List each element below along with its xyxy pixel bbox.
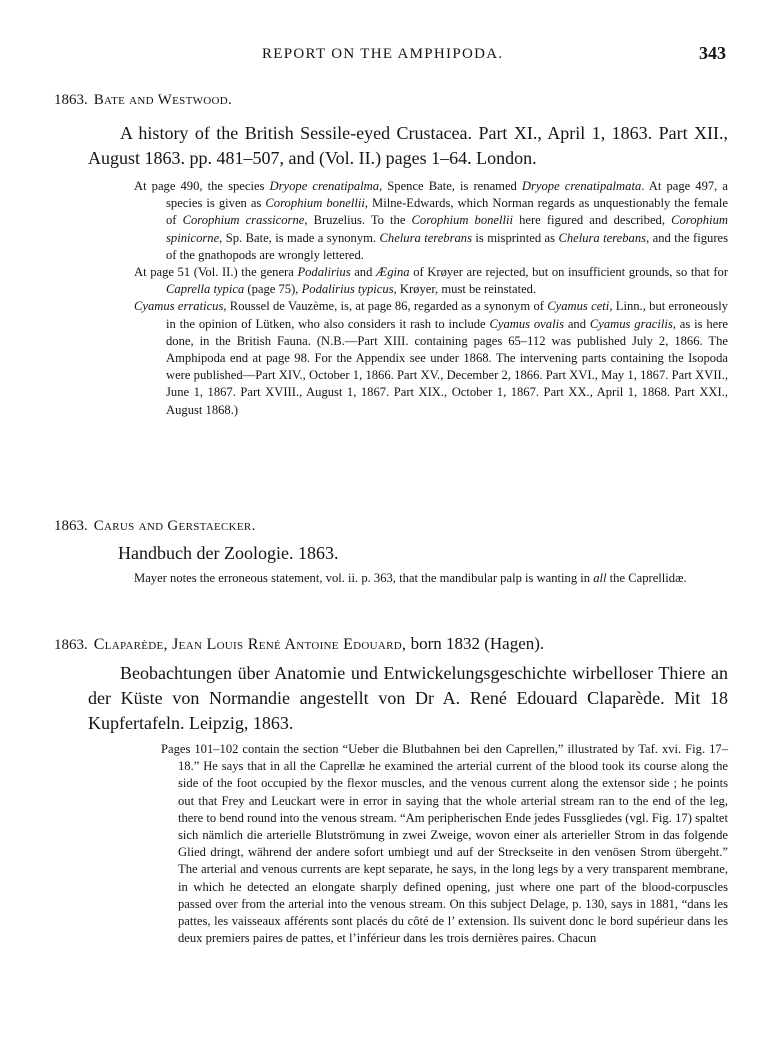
note-paragraph: Mayer notes the erroneous statement, vol. ii. p. 363, that the mandibular palp is wanting in all the Caprellidæ.: [134, 571, 687, 585]
running-head: [0, 43, 776, 68]
entry-title-claparede: Beobachtungen über Anatomie und Entwickelungsgeschichte wirbelloser Thiere an der Küste von Normandie angestellt von Dr A. René Edouard Claparède. Mit 18 Kupfertafeln. Leipzig, 1863.: [88, 663, 728, 733]
entry-year: 1863.: [54, 518, 88, 534]
entry-title-bate-westwood: A history of the British Sessile-eyed Crustacea. Part XI., April 1, 1863. Part XII., August 1863. pp. 481–507, and (Vol. II.) pages 1–64. London.: [88, 123, 728, 168]
note-paragraph: Cyamus erraticus, Roussel de Vauzème, is, at page 86, regarded as a synonym of Cyamus ceti, Linn., but erroneously in the opinion of Lütken, who also considers it rash to include Cyamus ovalis and Cyamus gracilis, as is here done, in the British Fauna. (N.B.—Part XIII. containing pages 65–112 was published July 2, 1866. The Amphipoda end at page 98. For the Appendix see under 1868. The intervening parts containing the Isopoda were published—Part XIV., October 1, 1866. Part XV., December 2, 1866. Part XVI., May 1, 1867. Part XVII., June 1, 1867. Part XVIII., August 1, 1867. Part XIX., October 1, 1867. Part XX., April 1, 1868. Part XXI., August 1868.): [134, 299, 729, 417]
entry-notes-carus-gerstaecker: [134, 570, 728, 587]
entry-authors: Claparède, Jean Louis René Antoine Edouard,: [93, 636, 407, 653]
entry-author-note: born 1832 (Hagen).: [406, 634, 545, 653]
entry-heading-bate-westwood: [54, 92, 232, 109]
running-title: REPORT ON THE AMPHIPODA.: [262, 46, 504, 62]
note-paragraph: Pages 101–102 contain the section “Ueber die Blutbahnen bei den Caprellen,” illustrated by Taf. xvi. Fig. 17–18.” He says that in all the Caprellæ he examined the arterial current of the blood took its course along the side of the foot occupied by the flexor muscles, and the venous current along the extensor side ; he points out that Frey and Leuckart were in error in saying that the whole arterial stream ran to the end of the leg, there to bend round into the venous stream. “Am peripherischen Ende jedes Fussgliedes (vgl. Fig. 17) spaltet sich nämlich die arterielle Blutströmung in zwei Zweige, wovon einer als arterieller Strom in das folgende Glied dringt, während der andere sofort umbiegt und auf der Streckseite in den venösen Strom übergeht.” The arterial and venous currents are kept separate, he says, in the long legs by a very transparent membrane, in which he detected an elongate sharply defined opening, just where one part of the blood-corpuscles passed over from the arterial into the venous stream. On this subject Delage, p. 130, says in 1881, “dans les pattes, les vaisseaux afférents sont placés du côté de l’ extension. Ils suivent donc le bord supérieur dans les deux premiers paires de pattes, et l’inférieur dans les trois dernières paires. Chacun: [161, 742, 728, 946]
entry-authors: Bate and Westwood.: [93, 92, 233, 108]
entry-heading-claparede: [54, 634, 544, 654]
entry-notes-claparede: [146, 741, 728, 947]
entry-heading-carus-gerstaecker: [54, 518, 256, 535]
entry-title-carus-gerstaecker: Handbuch der Zoologie. 1863.: [118, 543, 339, 563]
note-paragraph: At page 490, the species Dryope crenatipalma, Spence Bate, is renamed Dryope crenatipalmata. At page 497, a species is given as Corophium bonellii, Milne-Edwards, which Norman regards as unquestionably the female of Corophium crassicorne, Bruzelius. To the Corophium bonellii here figured and described, Corophium spinicorne, Sp. Bate, is made a synonym. Chelura terebrans is misprinted as Chelura terebans, and the figures of the gnathopods are wrongly lettered.: [134, 179, 728, 262]
note-paragraph: At page 51 (Vol. II.) the genera Podalirius and Ægina of Krøyer are rejected, but on insufficient grounds, so that for Caprella typica (page 75), Podalirius typicus, Krøyer, must be reinstated.: [134, 265, 729, 297]
entry-authors: Carus and Gerstaecker.: [93, 518, 256, 534]
entry-year: 1863.: [54, 92, 88, 108]
page-number: 343: [699, 43, 726, 63]
entry-year: 1863.: [54, 637, 88, 653]
entry-notes-bate-westwood: [134, 178, 728, 419]
